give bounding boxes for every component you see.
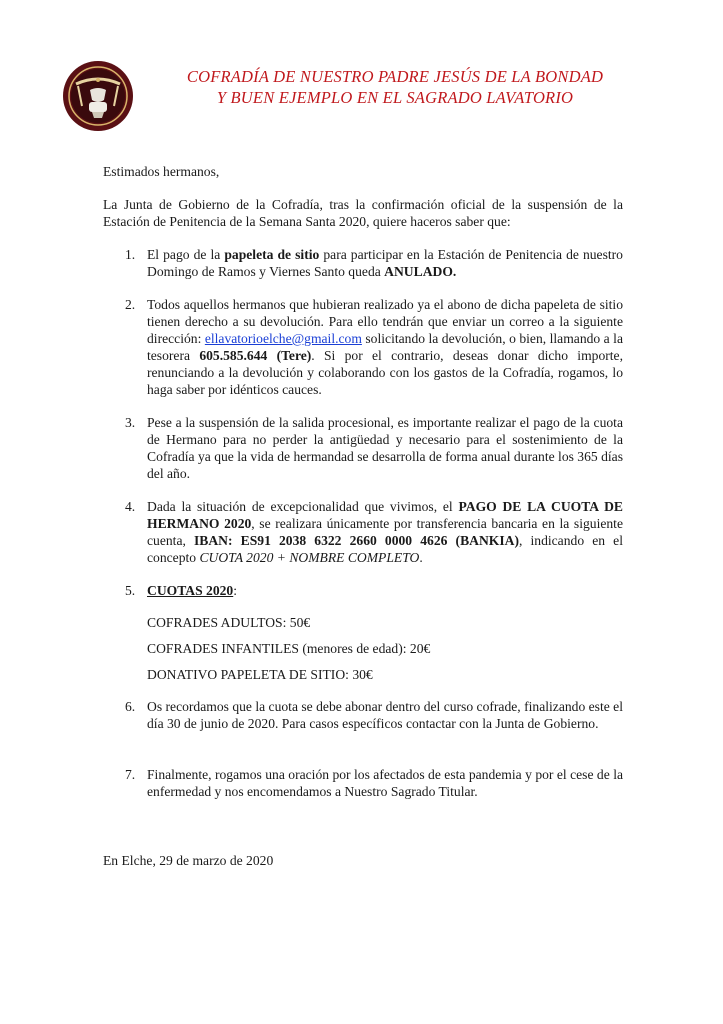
brotherhood-crest-icon xyxy=(62,60,134,132)
list-item-text: Os recordamos que la cuota se debe abonar dentro del curso cofrade, finalizando este el día 30 de junio de 2020. Para casos específicos contactar con la Junta de Gobierno. xyxy=(147,699,623,731)
fee-detail: (menores de edad) xyxy=(298,641,403,656)
list-number: 7. xyxy=(125,767,136,782)
list-item-text: Pese a la suspensión de la salida procesional, es importante realizar el pago de la cuota de Hermano para no perder la antigüedad y necesario para el sostenimiento de la Cofradía ya que la vida de hermandad se desarrolla de forma anual durante los 365 días del año. xyxy=(147,415,623,481)
text-run: para participar en la Estación de Penitencia de nuestro Domingo de Ramos y Viernes Santo queda xyxy=(147,247,623,279)
fee-text xyxy=(147,614,623,631)
text-run: solicitando la devolución, o bien, llamando a la tesorera xyxy=(147,331,623,363)
brotherhood-title-line-2: Y BUEN EJEMPLO EN EL SAGRADO LAVATORIO xyxy=(216,88,574,107)
fee-amount: : 20€ xyxy=(402,641,431,656)
phone-number: 605.585.644 (Tere) xyxy=(199,348,312,363)
list-number: 1. xyxy=(125,247,136,262)
list-number: 3. xyxy=(125,415,136,430)
bold-text: PAGO DE LA CUOTA DE HERMANO 2020 xyxy=(147,499,623,531)
list-number: 4. xyxy=(125,499,136,514)
place-date-signoff: En Elche, 29 de marzo de 2020 xyxy=(103,853,274,868)
fee-text xyxy=(147,666,623,683)
email-link[interactable]: ellavatorioelche@gmail.com xyxy=(204,331,362,346)
fee-label: COFRADES ADULTOS xyxy=(147,615,283,630)
fee-text xyxy=(147,640,623,657)
list-item-text: Finalmente, rogamos una oración por los afectados de esta pandemia y por el cese de la enfermedad y nos encomendamos a Nuestro Sagrado Titular. xyxy=(147,767,623,799)
text-run: Todos aquellos hermanos que hubieran realizado ya el abono de dicha papeleta de sitio tienen derecho a su devolución. Para ello tendrán que enviar un correo a la siguiente dirección: xyxy=(147,297,623,346)
text-run: . Si por el contrario, deseas donar dicho importe, renunciando a la devolución y colaborando con los gastos de la Cofradía, rogamos, lo haga saber por idénticos cauces. xyxy=(147,348,623,397)
fee-amount: : 30€ xyxy=(345,667,373,682)
fee-label: DONATIVO PAPELETA DE SITIO xyxy=(147,667,346,682)
list-number: 5. xyxy=(125,583,136,598)
italic-text: CUOTA 2020 + NOMBRE COMPLETO xyxy=(199,550,420,565)
iban-text: IBAN: ES91 2038 6322 2660 0000 4626 (BANKIA) xyxy=(194,533,519,548)
list-item-text xyxy=(147,246,623,280)
text-run: Dada la situación de excepcionalidad que vivimos, el xyxy=(147,499,459,514)
list-item-text xyxy=(147,582,623,599)
greeting: Estimados hermanos, xyxy=(103,164,220,179)
list-item-text xyxy=(147,296,623,398)
bold-text: ANULADO. xyxy=(384,264,457,279)
text-run: : xyxy=(233,583,238,598)
fees-heading: CUOTAS 2020 xyxy=(147,583,234,598)
text-run: El pago de la xyxy=(147,247,225,262)
fee-amount: : 50€ xyxy=(282,615,311,630)
bold-text: papeleta de sitio xyxy=(224,247,320,262)
intro-paragraph: La Junta de Gobierno de la Cofradía, tras la confirmación oficial de la suspensión de la Estación de Penitencia de la Semana Santa 2020, quiere haceros saber que: xyxy=(103,197,623,229)
fee-label: COFRADES INFANTILES xyxy=(147,641,299,656)
text-run: , indicando en el concepto xyxy=(147,533,623,565)
list-number: 2. xyxy=(125,297,136,312)
text-run: . xyxy=(419,550,423,565)
brotherhood-title xyxy=(140,66,650,108)
brotherhood-title-line-1: COFRADÍA DE NUESTRO PADRE JESÚS DE LA BONDAD xyxy=(186,67,604,86)
text-run: , se realizara únicamente por transferencia bancaria en la siguiente cuenta, xyxy=(147,516,623,548)
list-item-text xyxy=(147,498,623,566)
list-number: 6. xyxy=(125,699,136,714)
